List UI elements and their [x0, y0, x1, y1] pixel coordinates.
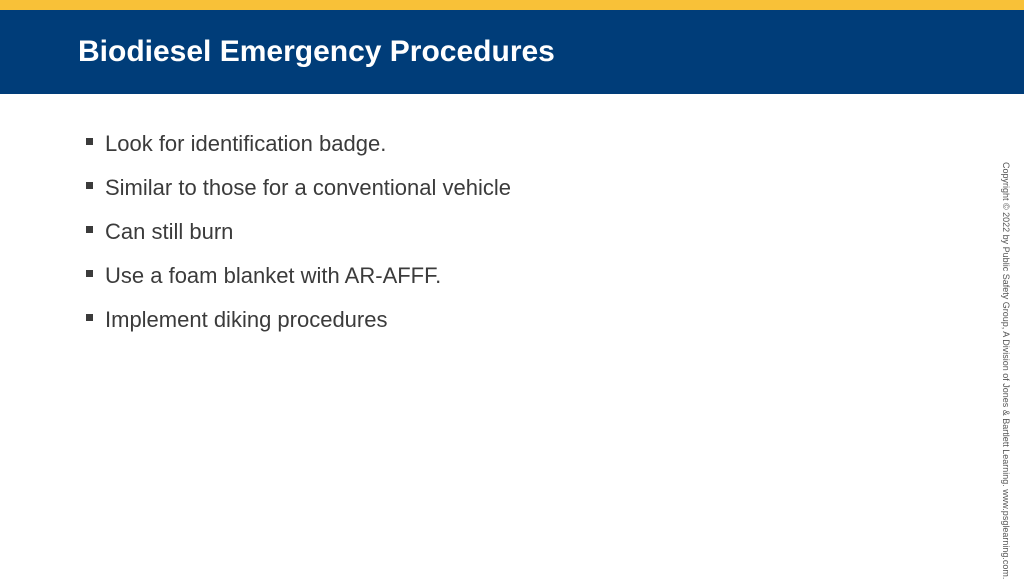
square-bullet-icon [86, 314, 93, 321]
square-bullet-icon [86, 226, 93, 233]
bullet-text: Implement diking procedures [105, 307, 388, 332]
bullet-text: Can still burn [105, 219, 234, 244]
bullet-text: Similar to those for a conventional vehicle [105, 175, 511, 200]
copyright-notice: Copyright © 2022 by Public Safety Group, A Division of Jones & Bartlett Learning. www.psglearning.com. [1001, 162, 1011, 579]
square-bullet-icon [86, 270, 93, 277]
square-bullet-icon [86, 182, 93, 189]
bullet-text: Use a foam blanket with AR-AFFF. [105, 263, 442, 288]
accent-stripe [0, 0, 1024, 10]
bullet-text: Look for identification badge. [105, 131, 387, 156]
square-bullet-icon [86, 138, 93, 145]
slide-title: Biodiesel Emergency Procedures [78, 35, 555, 68]
